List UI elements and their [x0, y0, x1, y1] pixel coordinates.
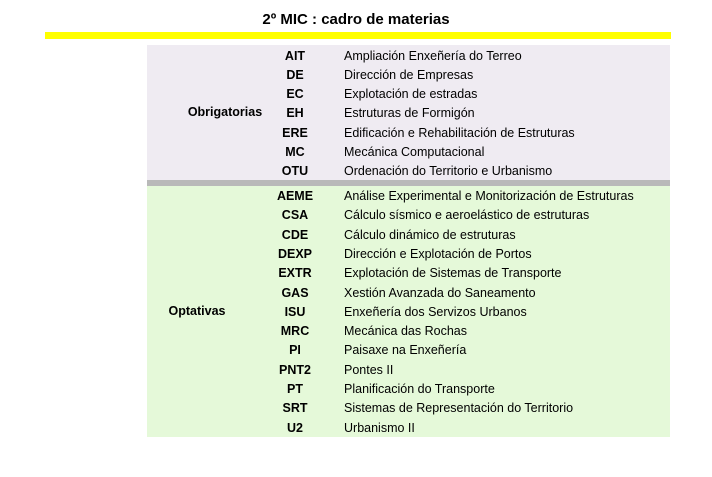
subject-code: DEXP — [277, 246, 313, 261]
table-row — [147, 104, 670, 123]
subject-code: U2 — [287, 420, 303, 435]
group-label-optional: Optativas — [168, 304, 226, 318]
subject-code: EXTR — [278, 266, 312, 281]
subject-name: Cálculo sísmico e aeroelástico de estruturas — [344, 208, 590, 223]
subject-code: EC — [286, 87, 304, 102]
subject-code: CSA — [281, 208, 309, 223]
subject-name: Sistemas de Representación do Territorio — [344, 401, 574, 416]
subject-name: Mecánica Computacional — [344, 145, 485, 159]
subject-name: Ordenación do Territorio e Urbanismo — [344, 164, 553, 179]
page-title: 2º MIC : cadro de materias — [262, 11, 450, 28]
subject-name: Dirección e Explotación de Portos — [344, 246, 532, 261]
table-row — [147, 124, 670, 143]
subject-code: SRT — [282, 401, 308, 416]
subject-name: Pontes II — [344, 362, 394, 377]
subject-code: PNT2 — [279, 362, 311, 377]
table-row — [147, 143, 670, 162]
subject-name: Urbanismo II — [344, 420, 415, 435]
subject-code: PT — [287, 382, 303, 396]
subject-name: Planificación do Transporte — [344, 382, 495, 396]
table-row — [147, 187, 670, 206]
table-row — [147, 361, 670, 380]
subject-code: AEME — [276, 189, 314, 203]
mandatory-section — [147, 45, 670, 180]
subject-name: Explotación de Sistemas de Transporte — [344, 266, 562, 281]
subject-name: Paisaxe na Enxeñería — [344, 343, 467, 358]
table-row — [147, 399, 670, 418]
title-underline-bar — [45, 32, 671, 39]
table-row — [147, 419, 670, 438]
group-label-mandatory: Obrigatorias — [187, 105, 263, 119]
table-row — [147, 341, 670, 360]
subject-code: CDE — [281, 227, 309, 242]
subject-code: ISU — [284, 304, 306, 319]
subject-name: Xestión Avanzada do Saneamento — [344, 285, 536, 300]
table-row — [147, 162, 670, 181]
table-row — [147, 47, 670, 66]
subject-code: MC — [285, 145, 305, 159]
table-row — [147, 66, 670, 85]
subject-code: EH — [286, 106, 304, 121]
table-row — [147, 206, 670, 225]
subject-name: Análise Experimental e Monitorización de Estruturas — [344, 189, 634, 203]
subject-code: MRC — [280, 324, 310, 339]
table-row — [147, 85, 670, 104]
subject-code: GAS — [281, 285, 309, 300]
subject-code: OTU — [281, 164, 309, 179]
optional-section — [147, 186, 670, 437]
table-row — [147, 284, 670, 303]
table-row — [147, 245, 670, 264]
subject-name: Enxeñería dos Servizos Urbanos — [344, 304, 527, 319]
table-row — [147, 264, 670, 283]
table-row — [147, 322, 670, 341]
subject-code: DE — [286, 67, 304, 82]
subject-name: Explotación de estradas — [344, 87, 478, 102]
subject-name: Ampliación Enxeñería do Terreo — [344, 48, 522, 63]
subject-code: ERE — [282, 125, 308, 140]
subject-name: Estruturas de Formigón — [344, 106, 475, 121]
subject-name: Cálculo dinámico de estruturas — [344, 227, 516, 242]
subject-name: Dirección de Empresas — [344, 67, 474, 82]
table-row — [147, 380, 670, 399]
table-row — [147, 303, 670, 322]
subject-code: AIT — [284, 48, 306, 63]
subject-name: Edificación e Rehabilitación de Estruturas — [344, 125, 575, 140]
subject-code: PI — [289, 343, 301, 358]
table-row — [147, 226, 670, 245]
subject-name: Mecánica das Rochas — [344, 324, 467, 339]
